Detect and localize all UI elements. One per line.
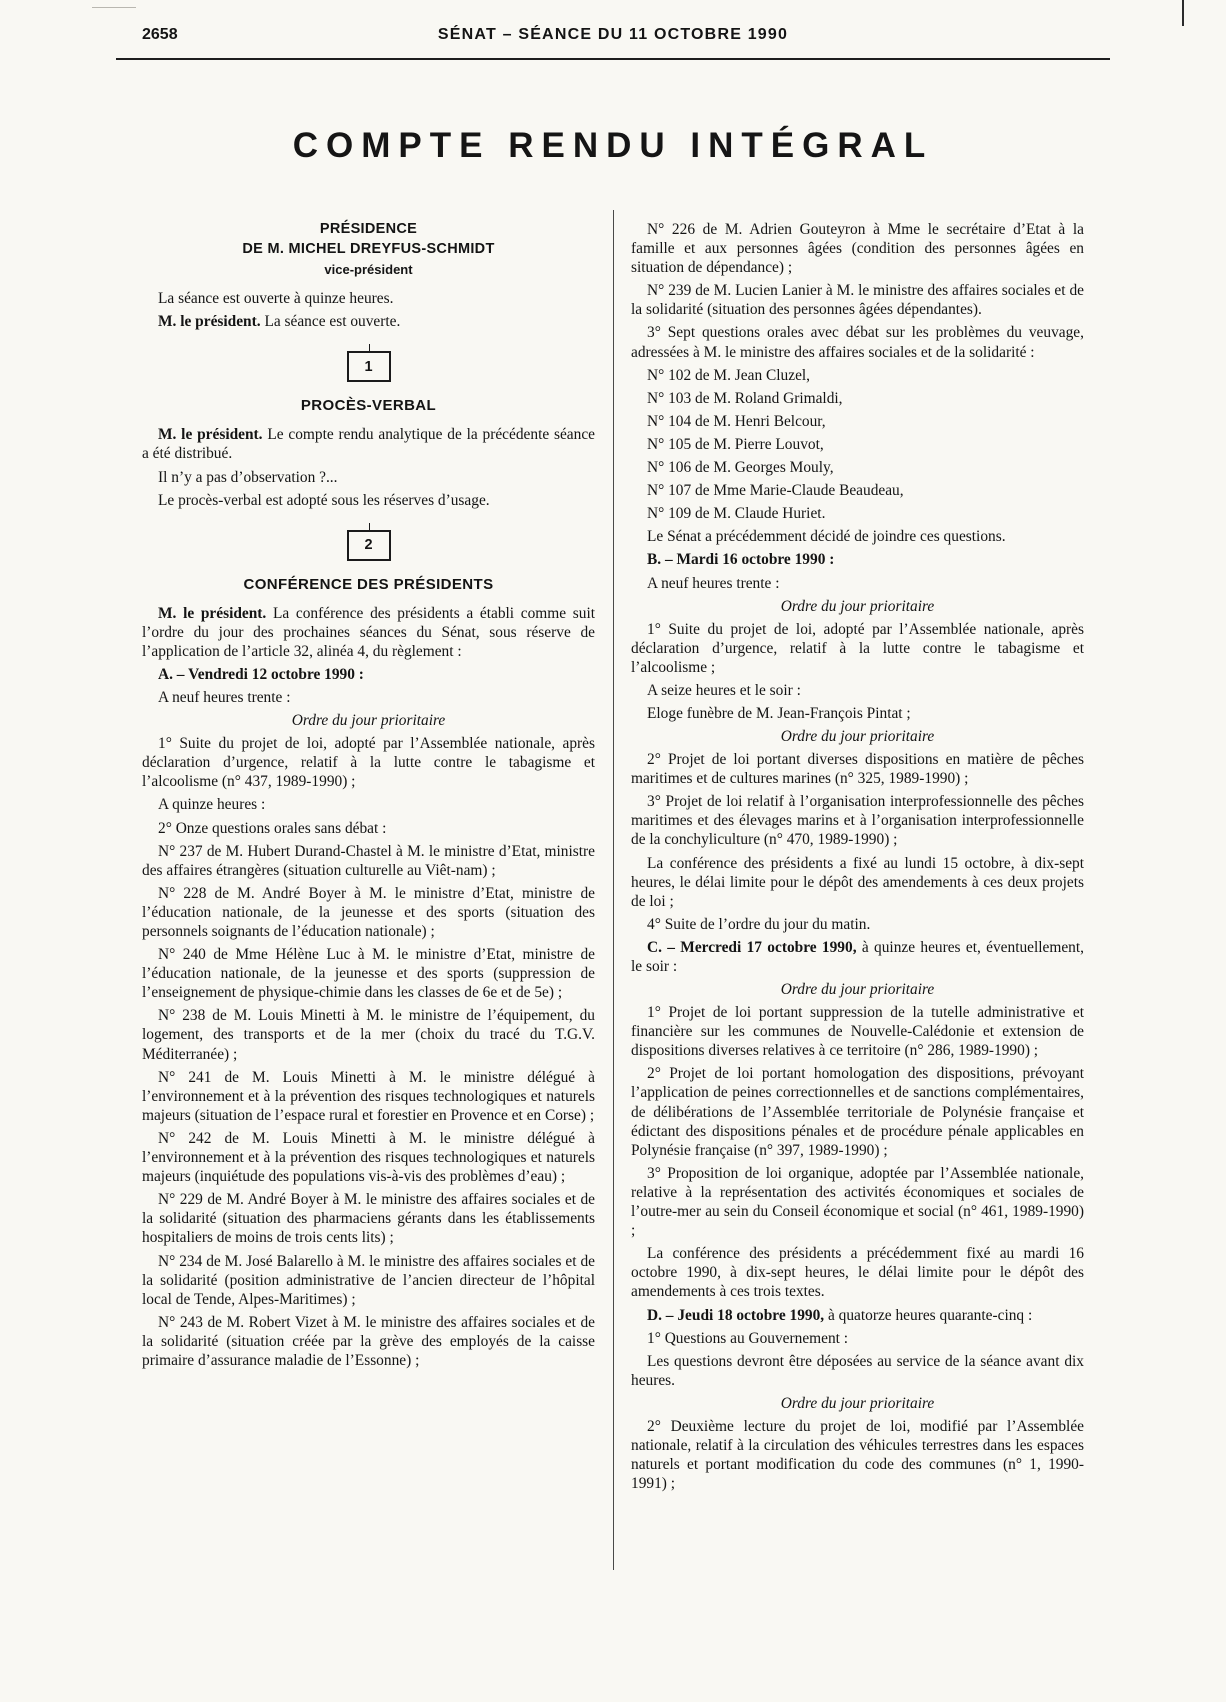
paragraph: La conférence des présidents a précédemment fixé au mardi 16 octobre 1990, à dix-sept heures, le délai limite pour le dépôt des amendements à ces trois textes. xyxy=(631,1245,1084,1301)
paragraph: M. le président. La séance est ouverte. xyxy=(158,313,401,331)
paragraph: N° 226 de M. Adrien Gouteyron à Mme le secrétaire d’Etat à la famille et aux personnes âgées (condition des personnes âgées en situation de dépendance) ; xyxy=(631,221,1084,277)
paragraph: 1° Suite du projet de loi, adopté par l’Assemblée nationale, après déclaration d’urgence, relatif à la lutte contre le tabagisme et l’alcoolisme (n° 437, 1989-1990) ; xyxy=(142,735,595,791)
order-of-day-label: Ordre du jour prioritaire xyxy=(780,728,935,746)
paragraph: 2° Onze questions orales sans débat : xyxy=(158,819,387,837)
paragraph: A neuf heures trente : xyxy=(158,689,291,707)
paragraph: M. le président. La conférence des présidents a établi comme suit l’ordre du jour des prochaines séances du Sénat, sous réserve de l’application de l’article 32, alinéa 4, du règlement : xyxy=(142,604,595,660)
paragraph: N° 241 de M. Louis Minetti à M. le ministre délégué à l’environnement et à la prévention des risques technologiques et naturels majeurs (situation de l’espace rural et forestier en Provence et en Corse) ; xyxy=(142,1068,595,1124)
header-rule xyxy=(116,58,1110,60)
paragraph: 1° Suite du projet de loi, adopté par l’Assemblée nationale, après déclaration d’urgence, relatif à la lutte contre le tabagisme et l’alcoolisme ; xyxy=(631,620,1084,676)
paragraph: N° 102 de M. Jean Cluzel, xyxy=(647,366,811,384)
paragraph: N° 237 de M. Hubert Durand-Chastel à M. le ministre d’Etat, ministre des affaires étrangères (situation culturelle au Viêt-nam) ; xyxy=(142,842,595,879)
paragraph: M. le président. Le compte rendu analytique de la précédente séance a été distribué. xyxy=(142,426,595,463)
paragraph: 4° Suite de l’ordre du jour du matin. xyxy=(647,915,871,933)
paragraph: N° 234 de M. José Balarello à M. le ministre des affaires sociales et de la solidarité (position administrative de l’ancien directeur de l’hôpital local de Tende, Alpes-Maritimes) ; xyxy=(142,1252,595,1308)
paragraph: D. – Jeudi 18 octobre 1990, à quatorze heures quarante-cinq : xyxy=(647,1306,1033,1324)
heading-line: PRÉSIDENCE xyxy=(319,221,418,237)
order-of-day-label: Ordre du jour prioritaire xyxy=(780,981,935,999)
paragraph: N° 107 de Mme Marie-Claude Beaudeau, xyxy=(647,482,904,500)
section-number xyxy=(142,351,595,382)
paragraph: N° 103 de M. Roland Grimaldi, xyxy=(647,389,843,407)
paragraph: N° 238 de M. Louis Minetti à M. le ministre de l’équipement, du logement, des transports et de la mer (choix du tracé du T.G.V. Méditerranée) ; xyxy=(142,1007,595,1063)
paragraph: La séance est ouverte à quinze heures. xyxy=(158,290,394,308)
paragraph: Les questions devront être déposées au service de la séance avant dix heures. xyxy=(631,1352,1084,1389)
paragraph: 2° Deuxième lecture du projet de loi, modifié par l’Assemblée nationale, relatif à la circulation des véhicules terrestres dans les espaces naturels et portant modification du code des communes (n° 1, 1990-1991) ; xyxy=(631,1417,1084,1493)
bold-lead: M. le président. xyxy=(158,426,268,444)
page-header xyxy=(0,0,1226,50)
paragraph: A seize heures et le soir : xyxy=(647,681,801,699)
section-number-box: 1 xyxy=(347,351,391,382)
paragraph: N° 229 de M. André Boyer à M. le ministre des affaires sociales et de la solidarité (situation des pharmaciens gérants dans les établissements hospitaliers de moins de trois cents lits) ; xyxy=(142,1191,595,1247)
paragraph: La conférence des présidents a fixé au lundi 15 octobre, à dix-sept heures, le délai limite pour le dépôt des amendements à ces deux projets de loi ; xyxy=(631,854,1084,910)
subheading: vice-président xyxy=(324,262,413,278)
paragraph: N° 243 de M. Robert Vizet à M. le ministre des affaires sociales et de la solidarité (situation créée par la grève des employés de la caisse primaire d’assurance maladie de l’Essonne) ; xyxy=(142,1313,595,1369)
main-title: COMPTE RENDU INTÉGRAL xyxy=(292,126,934,165)
right-column xyxy=(631,220,1084,1578)
paragraph: Le procès-verbal est adopté sous les réserves d’usage. xyxy=(158,491,490,509)
paragraph: A quinze heures : xyxy=(158,796,266,814)
paragraph: 2° Projet de loi portant diverses dispositions en matière de pêches maritimes et de cultures marines (n° 325, 1989-1990) ; xyxy=(631,751,1084,788)
paragraph: N° 106 de M. Georges Mouly, xyxy=(647,459,834,477)
paragraph: 2° Projet de loi portant homologation des dispositions, prévoyant l’application de peines correctionnelles et de sanctions complémentaires, de délibérations de l’Assemblée territoriale de Polynésie française et édictant des dispositions pénales et de procédure pénale applicables en Polynésie française (n° 397, 1989-1990) ; xyxy=(631,1065,1084,1159)
paragraph: 1° Questions au Gouvernement : xyxy=(647,1329,849,1347)
paragraph xyxy=(631,550,1084,569)
bold-lead: A. – Vendredi 12 octobre 1990 : xyxy=(158,665,364,683)
paragraph: 3° Projet de loi relatif à l’organisation interprofessionnelle des pêches maritimes et des élevages marins et à l’organisation interprofessionnelle de la conchyliculture (n° 470, 1989-1990) ; xyxy=(631,793,1084,849)
paragraph: N° 239 de M. Lucien Lanier à M. le ministre des affaires sociales et de la solidarité (situation des personnes âgées dépendantes). xyxy=(631,282,1084,319)
section-title: CONFÉRENCE DES PRÉSIDENTS xyxy=(243,575,494,593)
section-title: PROCÈS-VERBAL xyxy=(300,397,437,415)
left-column xyxy=(142,220,595,1578)
order-of-day-label: Ordre du jour prioritaire xyxy=(780,1394,935,1412)
paragraph: Eloge funèbre de M. Jean-François Pintat ; xyxy=(647,704,911,722)
bold-lead: M. le président. xyxy=(158,604,273,622)
paragraph: N° 109 de M. Claude Huriet. xyxy=(647,505,826,523)
section-number xyxy=(142,530,595,561)
paragraph: Le Sénat a précédemment décidé de joindre ces questions. xyxy=(647,528,1006,546)
page-number: 2658 xyxy=(142,26,178,43)
order-of-day-label: Ordre du jour prioritaire xyxy=(291,712,446,730)
heading-line: DE M. MICHEL DREYFUS-SCHMIDT xyxy=(242,240,495,257)
paragraph: 3° Sept questions orales avec débat sur les problèmes du veuvage, adressées à M. le ministre des affaires sociales et de la solidarité : xyxy=(631,324,1084,361)
order-of-day-label: Ordre du jour prioritaire xyxy=(780,597,935,615)
paragraph: N° 242 de M. Louis Minetti à M. le ministre délégué à l’environnement et à la prévention des risques technologiques et naturels majeurs (inquiétude des populations vis-à-vis des problèmes d’eau) ; xyxy=(142,1129,595,1186)
paragraph: N° 105 de M. Pierre Louvot, xyxy=(647,435,824,453)
bold-lead: M. le président. xyxy=(158,313,265,331)
paragraph xyxy=(142,665,595,684)
paragraph: N° 240 de Mme Hélène Luc à M. le ministre d’Etat, ministre de l’éducation nationale, de la jeunesse et des sports (suppression de l’enseignement de physique-chimie dans les classes de 6e et de 5e) ; xyxy=(142,946,595,1002)
paragraph: N° 104 de M. Henri Belcour, xyxy=(647,412,826,430)
bold-lead: C. – Mercredi 17 octobre 1990, xyxy=(647,938,862,956)
bold-lead: B. – Mardi 16 octobre 1990 : xyxy=(647,551,835,569)
paragraph: 3° Proposition de loi organique, adoptée par l’Assemblée nationale, relative à la représentation des activités économiques et sociales de l’outre-mer au sein du Conseil économique et social (n° 461, 1989-1990) ; xyxy=(631,1164,1084,1240)
paragraph: Il n’y a pas d’observation ?... xyxy=(158,468,338,486)
paragraph: C. – Mercredi 17 octobre 1990, à quinze heures et, éventuellement, le soir : xyxy=(631,938,1085,975)
two-column-text xyxy=(142,220,1084,1578)
paragraph: A neuf heures trente : xyxy=(647,574,780,592)
paragraph: N° 228 de M. André Boyer à M. le ministre d’Etat, ministre de l’éducation nationale, de la jeunesse et des sports (situation des personnels soignants de l’éducation nationale) ; xyxy=(142,884,595,940)
column-divider xyxy=(613,210,614,1570)
section-number-box: 2 xyxy=(347,530,391,561)
paragraph: 1° Projet de loi portant suppression de la tutelle administrative et financière sur les communes de Nouvelle-Calédonie et extension de dispositions diverses relatives à ce territoire (n° 286, 1989-1990) ; xyxy=(631,1004,1084,1060)
header-title: SÉNAT – SÉANCE DU 11 OCTOBRE 1990 xyxy=(437,26,789,43)
bold-lead: D. – Jeudi 18 octobre 1990, xyxy=(647,1306,828,1324)
